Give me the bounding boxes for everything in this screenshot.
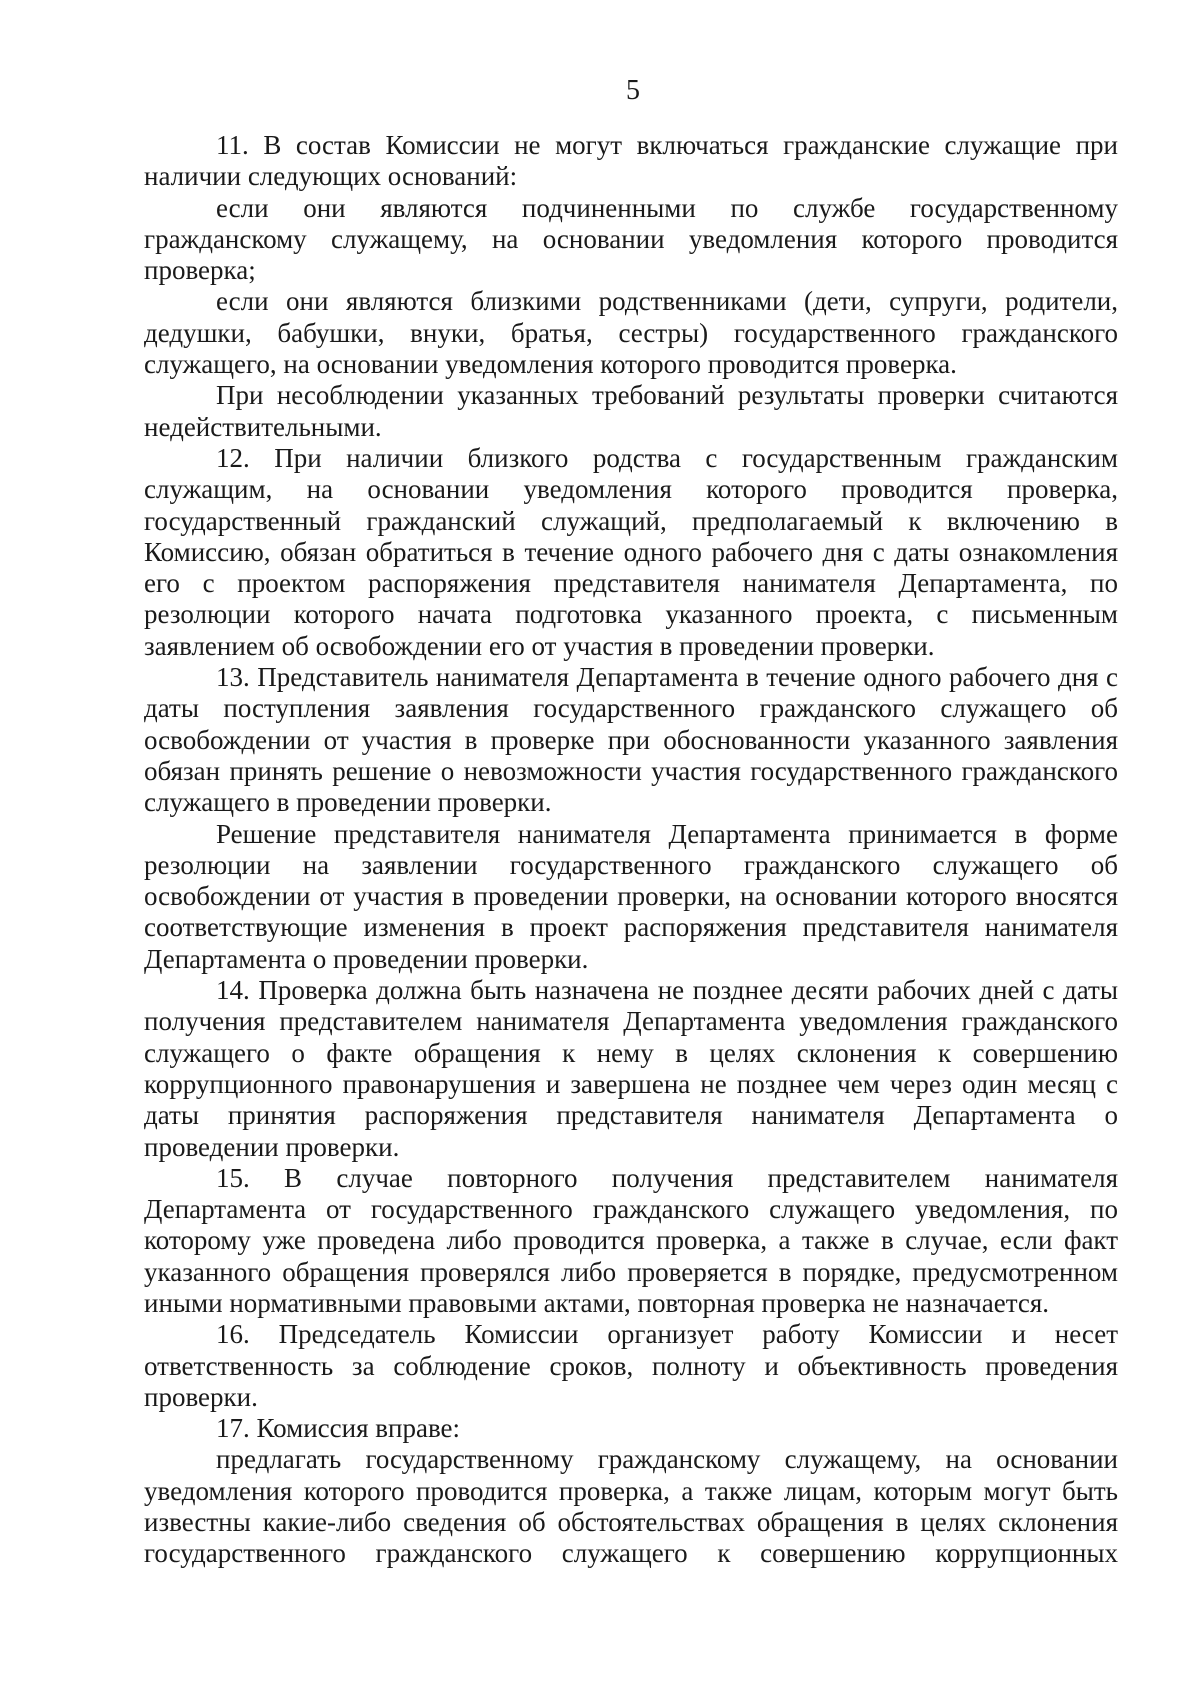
paragraph-14: 14. Проверка должна быть назначена не позднее десяти рабочих дней с даты получения представителем нанимателя Департамента уведомления гражданского служащего о факте обращения к нему в целях склонения к совершению коррупционного правонарушения и завершена не позднее чем через один месяц с даты принятия распоряжения представителя нанимателя Департамента о проведении проверки. bbox=[144, 975, 1118, 1162]
page-number: 5 bbox=[626, 75, 640, 106]
paragraph-17: 17. Комиссия вправе: bbox=[216, 1413, 461, 1444]
paragraph-11: 11. В состав Комиссии не могут включаться гражданские служащие при наличии следующих оснований: bbox=[144, 130, 1118, 192]
paragraph-11-consequence: При несоблюдении указанных требований результаты проверки считаются недействительными. bbox=[144, 380, 1118, 442]
paragraph-17-item-1: предлагать государственному гражданскому служащему, на основании уведомления которого проводится проверка, а также лицам, которым могут быть известны какие-либо сведения об обстоятельствах обращения в целях склонения государственного гражданского служащего к совершению коррупционных bbox=[144, 1444, 1118, 1569]
paragraph-12: 12. При наличии близкого родства с государственным гражданским служащим, на основании уведомления которого проводится проверка, государственный гражданский служащий, предполагаемый к включению в Комиссию, обязан обратиться в течение одного рабочего дня с даты ознакомления его с проектом распоряжения представителя нанимателя Департамента, по резолюции которого начата подготовка указанного проекта, с письменным заявлением об освобождении его от участия в проведении проверки. bbox=[144, 442, 1118, 661]
paragraph-11-ground-1: если они являются подчиненными по службе государственному гражданскому служащему, на основании уведомления которого проводится проверка; bbox=[144, 192, 1118, 286]
paragraph-16: 16. Председатель Комиссии организует работу Комиссии и несет ответственность за соблюдение сроков, полноту и объективность проведения проверки. bbox=[144, 1319, 1118, 1412]
paragraph-13-decision: Решение представителя нанимателя Департамента принимается в форме резолюции на заявлении государственного гражданского служащего об освобождении от участия в проведении проверки, на основании которого вносятся соответствующие изменения в проект распоряжения представителя нанимателя Департамента о проведении проверки. bbox=[144, 818, 1118, 974]
paragraph-15: 15. В случае повторного получения представителем нанимателя Департамента от государственного гражданского служащего уведомления, по которому уже проведена либо проводится проверка, а также в случае, если факт указанного обращения проверялся либо проверяется в порядке, предусмотренном иными нормативными правовыми актами, повторная проверка не назначается. bbox=[144, 1162, 1118, 1318]
document-body bbox=[144, 130, 1118, 1570]
paragraph-13: 13. Представитель нанимателя Департамента в течение одного рабочего дня с даты поступления заявления государственного гражданского служащего об освобождении от участия в проверке при обоснованности указанного заявления обязан принять решение о невозможности участия государственного гражданского служащего в проведении проверки. bbox=[144, 662, 1118, 818]
paragraph-11-ground-2: если они являются близкими родственниками (дети, супруги, родители, дедушки, бабушки, внуки, братья, сестры) государственного гражданского служащего, на основании уведомления которого проводится проверка. bbox=[144, 286, 1118, 380]
